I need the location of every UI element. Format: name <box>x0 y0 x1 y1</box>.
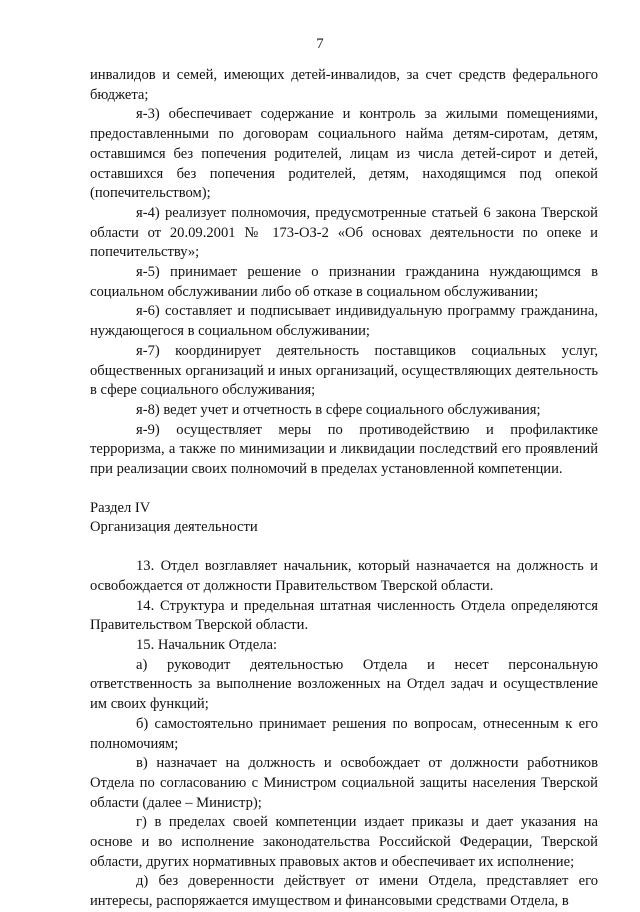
paragraph-15-b: б) самостоятельно принимает решения по вопросам, отнесенным к его полномочиям; <box>90 715 598 752</box>
paragraph-14: 14. Структура и предельная штатная численность Отдела определяются Правительством Тверской области. <box>90 597 598 634</box>
document-body <box>90 66 598 912</box>
page-number: 7 <box>316 36 324 52</box>
paragraph-item-ya8: я-8) ведет учет и отчетность в сфере социального обслуживания; <box>136 401 541 418</box>
section-number: Раздел IV <box>90 499 151 516</box>
paragraph-item-ya6: я-6) составляет и подписывает индивидуальную программу гражданина, нуждающегося в социальном обслуживании; <box>90 303 598 340</box>
paragraph-15-d: д) без доверенности действует от имени Отдела, представляет его интересы, распоряжается имуществом и финансовыми средствами Отдела, в <box>90 873 598 910</box>
paragraph-15-g: г) в пределах своей компетенции издает приказы и дает указания на основе и во исполнение законодательства Российской Федерации, Тверской области, других нормативных правовых актов и обеспечивает их исполнение; <box>90 814 598 870</box>
paragraph-continuation: инвалидов и семей, имеющих детей-инвалидов, за счет средств федерального бюджета; <box>90 67 598 103</box>
paragraph-15-v: в) назначает на должность и освобождает от должности работников Отдела по согласованию с Министром социальной защиты населения Тверской области (далее – Министр); <box>90 755 598 811</box>
section-heading <box>90 499 598 538</box>
paragraph-15: 15. Начальник Отдела: <box>136 636 278 653</box>
paragraph-15-a: а) руководит деятельностью Отдела и несет персональную ответственность за выполнение возложенных на Отдел задач и осуществление им своих функций; <box>90 656 598 713</box>
paragraph-item-ya7: я-7) координирует деятельность поставщиков социальных услуг, общественных организаций и иных организаций, осуществляющих деятельность в сфере социального обслуживания; <box>90 342 598 399</box>
paragraph-13: 13. Отдел возглавляет начальник, который назначается на должность и освобождается от должности Правительством Тверской области. <box>90 558 598 594</box>
paragraph-item-ya9: я-9) осуществляет меры по противодействию и профилактике терроризма, а также по минимизации и ликвидации последствий его проявлений при реализации своих полномочий в пределах установленной компетенции. <box>90 421 598 478</box>
paragraph-item-ya5: я-5) принимает решение о признании гражданина нуждающимся в социальном обслуживании либо об отказе в социальном обслуживании; <box>90 264 598 300</box>
paragraph-item-ya3: я-3) обеспечивает содержание и контроль за жилыми помещениями, предоставленными по договорам социального найма детям-сиротам, детям, оставшимся без попечения родителей, лицам из числа детей-сирот и детей, оставшихся без попечения родителей, детям, находящимся под опекой (попечительством); <box>90 106 598 202</box>
section-title: Организация деятельности <box>90 519 258 536</box>
paragraph-item-ya4: я-4) реализует полномочия, предусмотренные статьей 6 закона Тверской области от 20.09.2001 № 173-ОЗ-2 «Об основах деятельности по опеке и попечительству»; <box>90 204 598 261</box>
